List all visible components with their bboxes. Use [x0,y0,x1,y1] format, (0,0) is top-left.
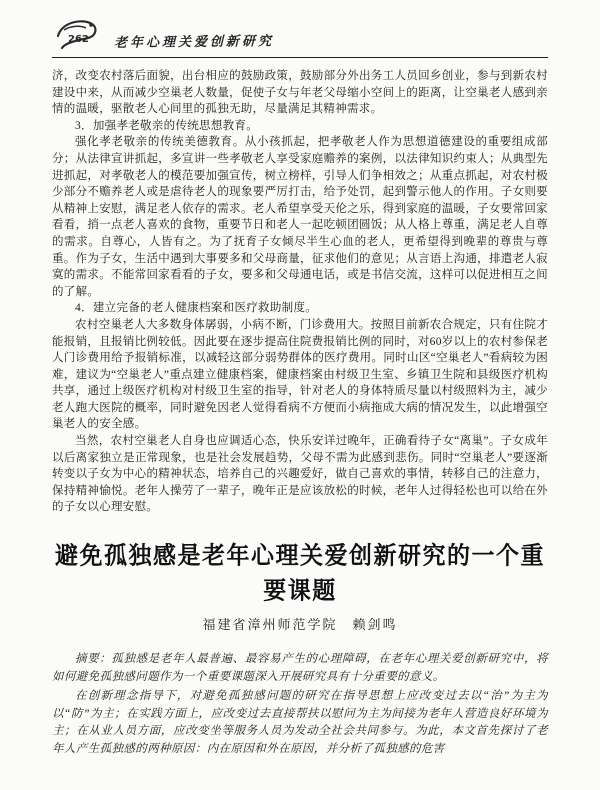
page-header [52,16,548,54]
paragraph: 当然，农村空巢老人自身也应调适心态，快乐安详过晚年，正确看待子女“离巢”。子女成年以后离家独立是正常现象，也是社会发展趋势，父母不需为此感到悲伤。同时“空巢老人”要逐渐转变以子女为中心的精神状态，培养自己的兴趣爱好，做自己喜欢的事情，转移自己的注意力，保持精神愉悦。老年人操劳了一辈子，晚年正是应该放松的时候，老年人过得轻松也可以给在外的子女以心理安慰。 [52,435,548,514]
body-text [52,68,548,516]
abstract-continuation: 在创新理念指导下，对避免孤独感问题的研究在指导思想上应改变过去以“治”为主为以“防”为主；在实践方面上，应改变过去直接帮扶以慰问为主为间接为老年人营造良好环境为主；在从业人员方面，应改变坐等服务人员为发动全社会共同参与。为此，本文首先探讨了老年人产生孤独感的两种原因：内在原因和外在原因，并分析了孤独感的危害 [52,690,548,755]
paragraph: 农村空巢老人大多数身体孱弱，小病不断，门诊费用大。按照目前新农合规定，只有住院才能报销，且报销比例较低。因此要在逐步提高住院费报销比例的同时，对60岁以上的农村参保老人门诊费用给予报销标准，以减轻这部分弱势群体的医疗费用。同时山区“空巢老人”看病较为困难，建议为“空巢老人”重点建立健康档案，健康档案由村级卫生室、乡镇卫生院和县级医疗机构共享，通过上级医疗机构对村级卫生室的指导，针对老人的身体特质尽量以村级照料为主，减少老人跑大医院的概率，同时避免因老人觉得看病不方便而小病拖成大病的情况发生，以此增强空巢老人的安全感。 [52,318,548,431]
page-number: 262 [68,34,89,45]
article-abstract [52,651,548,758]
article-title: 避免孤独感是老年心理关爱创新研究的一个重要课题 [55,542,545,605]
paragraph: 强化孝老敬亲的传统美德教育。从小孩抓起，把孝敬老人作为思想道德建设的重要组成部分；从法律宣讲抓起，多宣讲一些孝敬老人享受家庭赡养的案例，以法律知识约束人；从典型先进抓起，对孝敬老人的模范要加强宣传，树立榜样，引导人们争相效之；从重点抓起，对农村极少部分不赡养老人或是虐待老人的现象要严厉打击，给予处罚，起到警示他人的作用。子女则要从精神上安慰，满足老人依存的需求。老人希望享受天伦之乐，得到家庭的温暖，子女要常回家看看，捎一点老人喜欢的食物，重要节日和老人一起吃顿团圆饭；从人格上尊重，满足老人自尊的需求。自尊心，人皆有之。为了抚育子女倾尽半生心血的老人，更希望得到晚辈的尊贵与尊重。作为子女，生活中遇到大事要多和父母商量，征求他们的意见；从言语上沟通，排遣老人寂寞的需求。不能常回家看看的子女，要多和父母通电话，或是书信交流，这样可以促进相互之间的了解。 [52,136,548,298]
header-divider [52,57,548,58]
article-byline: 福建省漳州师范学院 赖剑鸣 [202,617,398,633]
section-heading-3: 3．加强孝老敬亲的传统思想教育。 [75,119,259,132]
abstract-lead: 摘要：孤独感是老年人最普遍、最容易产生的心理障碍，在老年心理关爱创新研究中，将如何避免孤独感问题作为一个重要课题深入开展研究具有十分重要的意义。 [52,653,548,683]
journal-title: 老年心理关爱创新研究 [113,34,275,51]
article-section [52,538,548,758]
paragraph-continuation: 济，改变农村落后面貌，出台相应的鼓励政策，鼓励部分外出务工人员回乡创业，参与到新农村建设中来，从而减少空巢老人数量，促使子女与年老父母缩小空间上的距离，让空巢老人感到亲情的温暖，驱散老人心间里的孤独无助，尽量满足其精神需求。 [52,70,548,116]
journal-logo-icon [52,16,104,54]
section-heading-4: 4．建立完备的老人健康档案和医疗救助制度。 [75,302,318,315]
